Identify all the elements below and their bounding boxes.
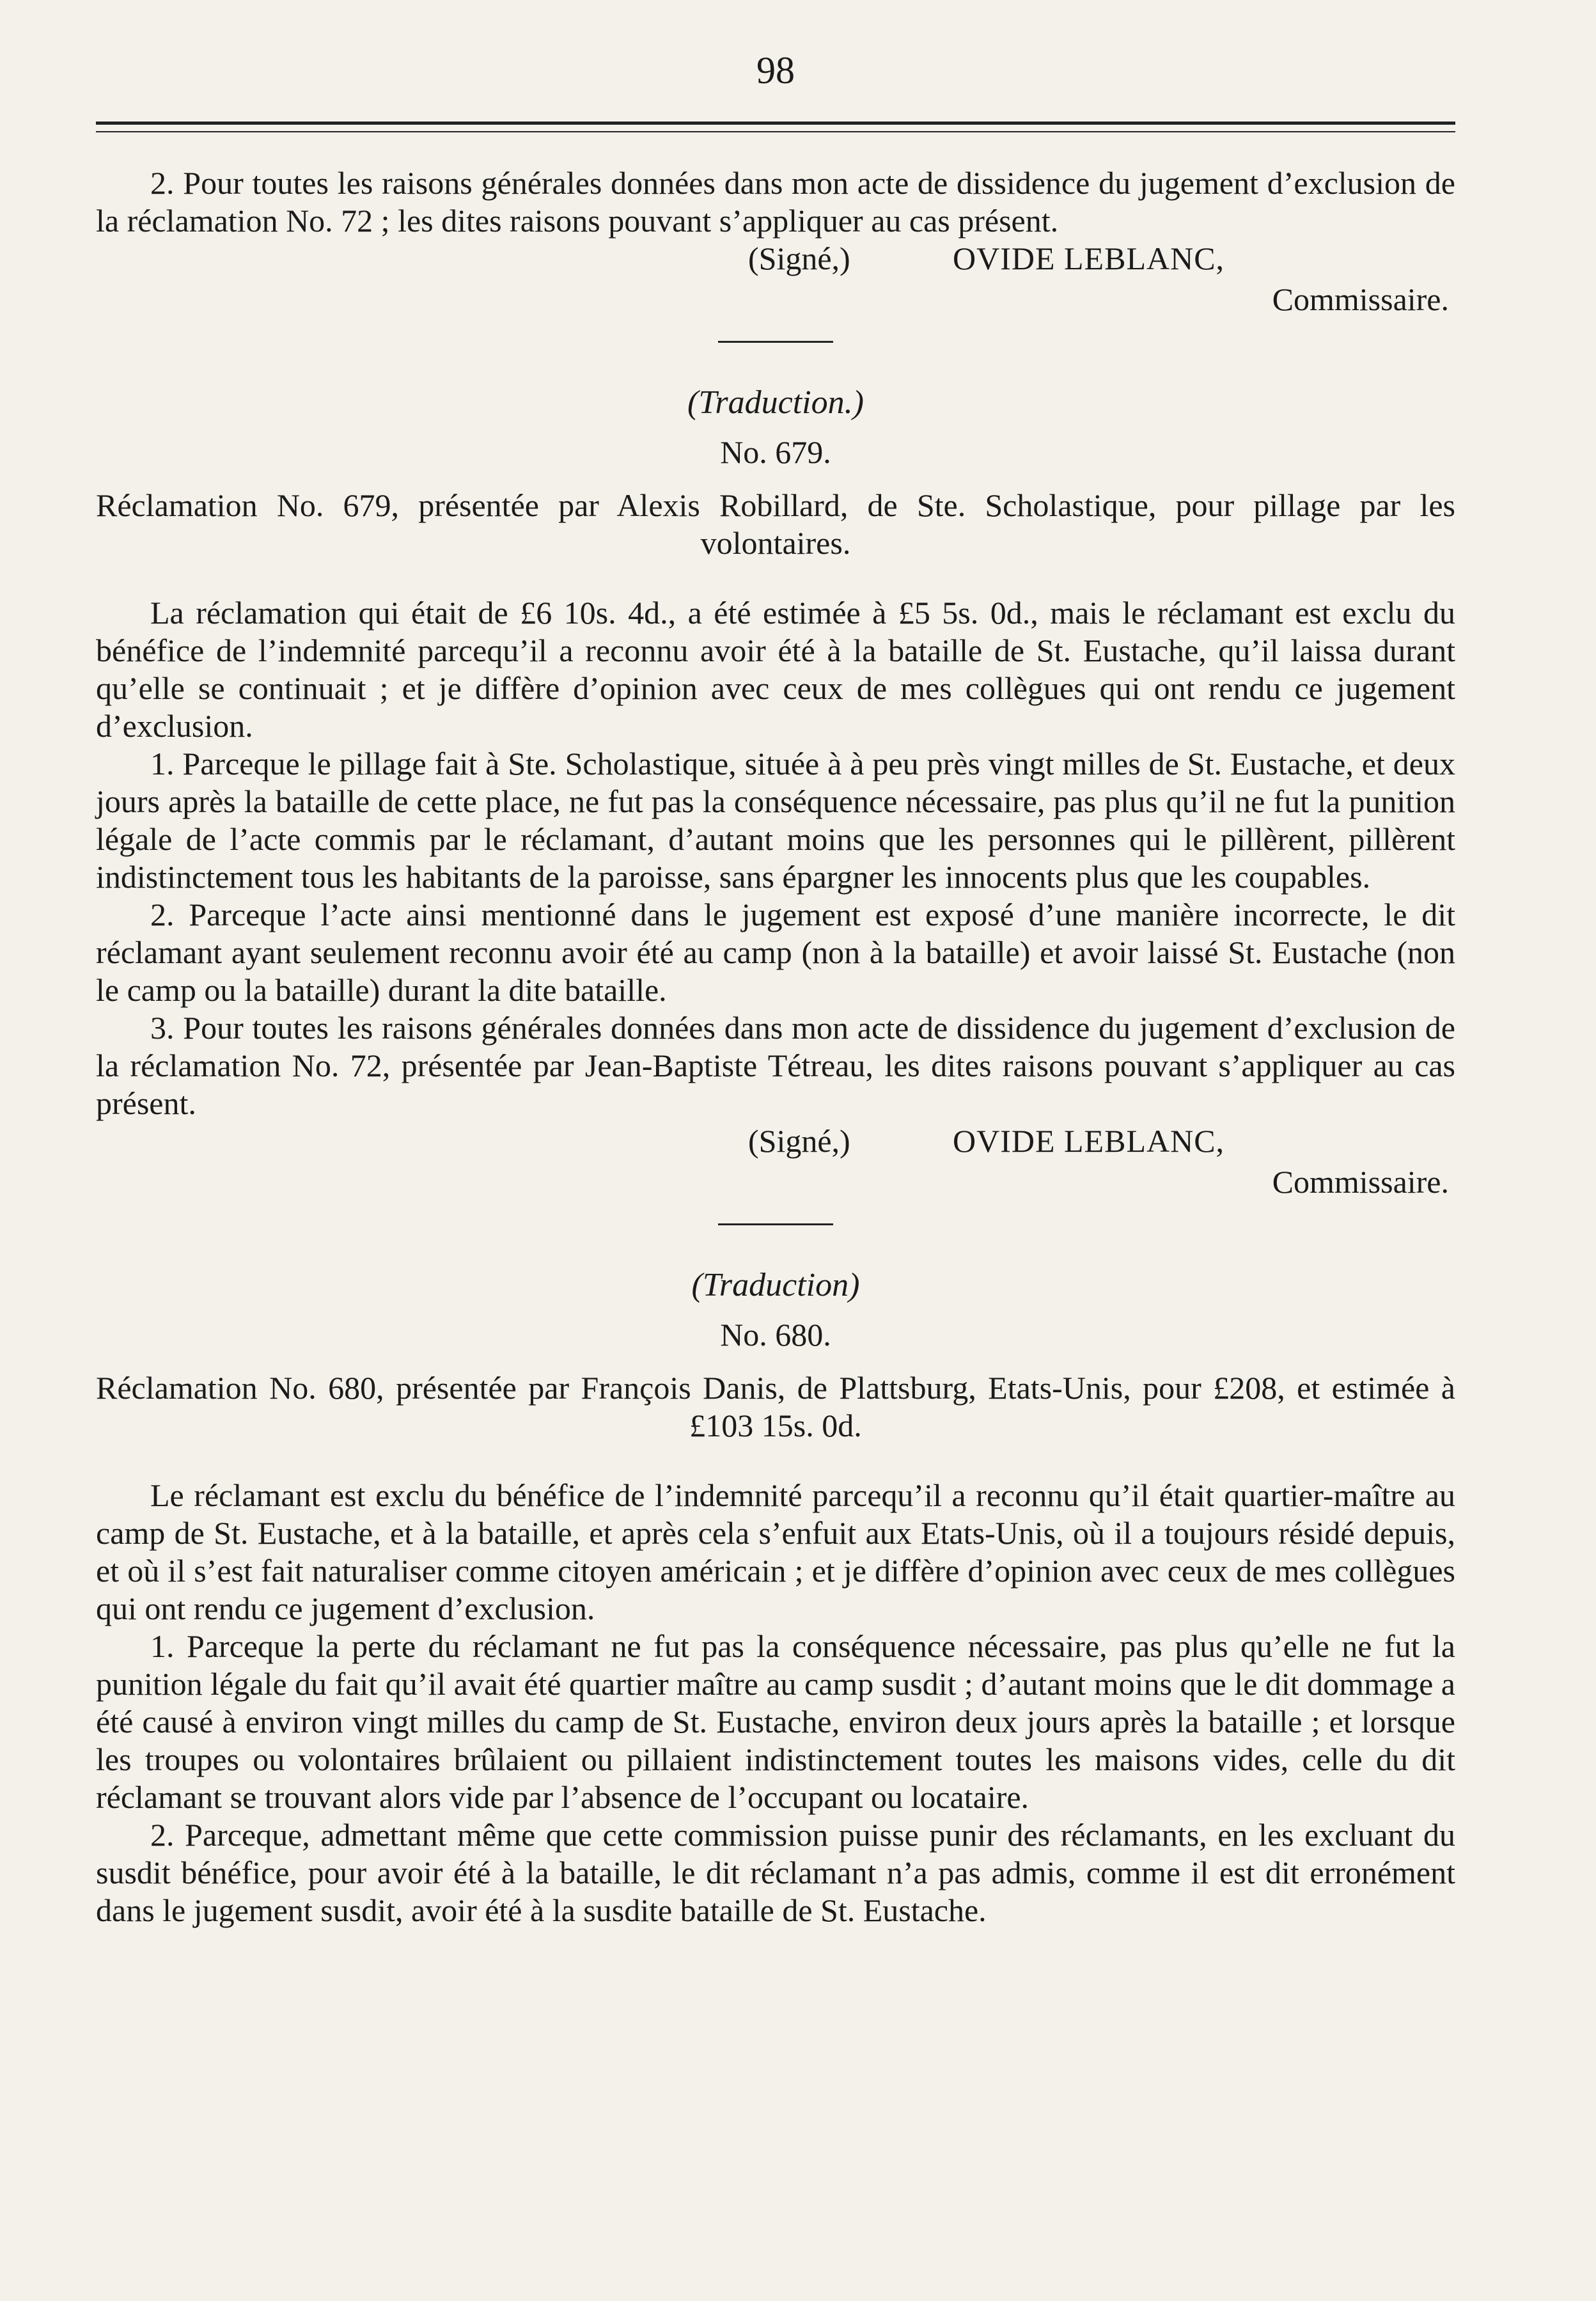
section-separator (718, 1223, 833, 1225)
signature-block (96, 240, 1455, 322)
signature-label: (Signé,) (748, 1123, 850, 1159)
page-number: 98 (756, 49, 795, 91)
section-separator (718, 341, 833, 343)
claim-heading: Réclamation No. 679, présentée par Alexis Robillard, de Ste. Scholastique, pour pillage par les volontaires. (96, 487, 1455, 561)
claim-reason-2: 2. Parceque, admettant même que cette commission puisse punir des réclamants, en les excluant du susdit bénéfice, pour avoir été à la bataille, le dit réclamant n’a pas admis, comme il est dit erronément dans le jugement susdit, avoir été à la susdite bataille de St. Eustache. (96, 1817, 1455, 1928)
claim-number-title: No. 679. (720, 434, 831, 470)
translation-label: (Traduction.) (687, 384, 864, 421)
claim-heading: Réclamation No. 680, présentée par François Danis, de Plattsburg, Etats-Unis, pour £208, et estimée à £103 15s. 0d. (96, 1370, 1455, 1443)
signatory-title: Commissaire. (1272, 1164, 1449, 1200)
claim-reason-1: 1. Parceque la perte du réclamant ne fut pas la conséquence nécessaire, pas plus qu’elle ne fut la punition légale du fait qu’il avait été quartier maître au camp susdit ; d’autant moins que le dit dommage a été causé à environ vingt milles du camp de St. Eustache, environ deux jours après la bataille ; et lorsque les troupes ou volontaires brûlaient ou pillaient indistinctement toutes les maisons vides, celle du dit réclamant se trouvant alors vide par l’absence de l’occupant ou locataire. (96, 1628, 1455, 1815)
translation-label: (Traduction) (691, 1267, 860, 1303)
signatory-title: Commissaire. (1272, 281, 1449, 317)
claim-number-title: No. 680. (720, 1317, 831, 1353)
claim-reason-1: 1. Parceque le pillage fait à Ste. Scholastique, située à à peu près vingt milles de St. Eustache, et deux jours après la bataille de cette place, ne fut pas la conséquence nécessaire, pas plus qu’il ne fut la punition légale de l’acte commis par le réclamant, d’autant moins que les personnes qui le pillèrent, pillèrent indistinctement tous les habitants de la paroisse, sans épargner les innocents plus que les coupables. (96, 746, 1455, 895)
signature-label: (Signé,) (748, 240, 850, 276)
claim-reason-2: 2. Parceque l’acte ainsi mentionné dans le jugement est exposé d’une manière incorrecte, le dit réclamant ayant seulement reconnu avoir été au camp (non à la bataille) et avoir laissé St. Eustache (non le camp ou la bataille) durant la dite bataille. (96, 897, 1455, 1008)
claim-reason-3: 3. Pour toutes les raisons générales données dans mon acte de dissidence du jugement d’exclusion de la réclamation No. 72, présentée par Jean-Baptiste Tétreau, les dites raisons pouvant s’appliquer au cas présent. (96, 1010, 1455, 1121)
signatory-name: OVIDE LEBLANC, (953, 1123, 1225, 1159)
claim-paragraph: La réclamation qui était de £6 10s. 4d., a été estimée à £5 5s. 0d., mais le réclamant est exclu du bénéfice de l’indemnité parcequ’il a reconnu avoir été à la bataille de St. Eustache, qu’il laissa durant qu’elle se continuait ; et je diffère d’opinion avec ceux de mes collègues qui ont rendu ce jugement d’exclusion. (96, 595, 1455, 744)
claim-paragraph: Le réclamant est exclu du bénéfice de l’indemnité parcequ’il a reconnu qu’il était quartier-maître au camp de St. Eustache, et à la bataille, et après cela s’enfuit aux Etats-Unis, où il a toujours résidé depuis, et où il s’est fait naturaliser comme citoyen américain ; et je diffère d’opinion avec ceux de mes collègues qui ont rendu ce jugement d’exclusion. (96, 1477, 1455, 1626)
signatory-name: OVIDE LEBLANC, (953, 240, 1225, 276)
signature-block (96, 1122, 1455, 1204)
continuation-paragraph: 2. Pour toutes les raisons générales données dans mon acte de dissidence du jugement d’exclusion de la réclamation No. 72 ; les dites raisons pouvant s’appliquer au cas présent. (96, 165, 1455, 239)
header-rule (96, 122, 1455, 132)
